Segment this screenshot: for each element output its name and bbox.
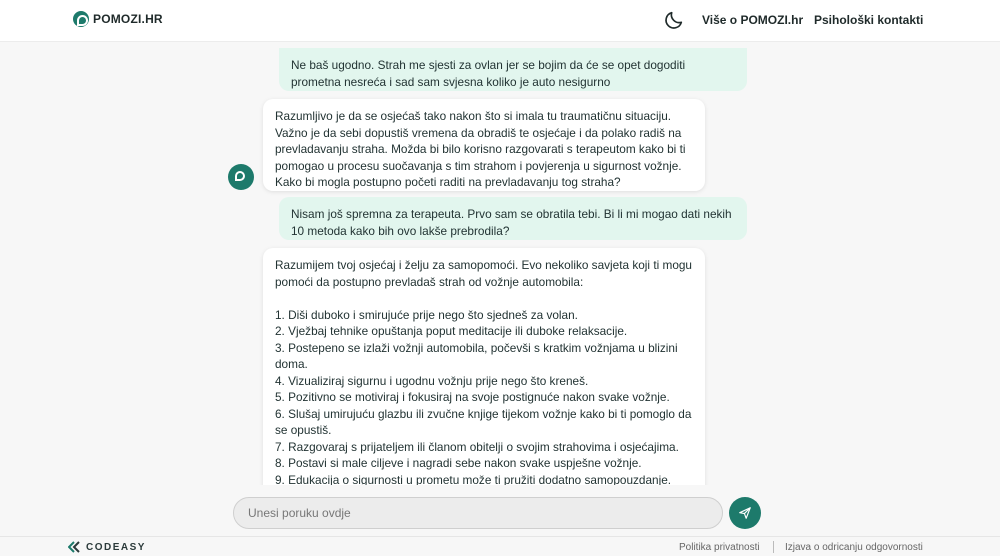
logo-text: POMOZI.HR [93,12,163,26]
nav-about-link[interactable]: Više o POMOZI.hr [702,13,804,27]
footer-bar [0,536,1000,556]
nav-contacts-link[interactable]: Psihološki kontakti [814,13,924,27]
message-text: Razumijem tvoj osjećaj i želju za samopomoći. Evo nekoliko savjeta koji ti mogu pomoći da postupno prevladaš strah od vožnje automobila: 1. Diši duboko i smirujuće prije nego što sjedneš za volan. 2. Vježbaj tehnike opuštanja poput meditacije ili duboke relaksacije. 3. Postepeno se izlaži vožnji automobila, počevši s kratkim vožnjama u blizini doma. 4. Vizualiziraj sigurnu i ugodnu vožnju prije nego što kreneš. 5. Pozitivno se motiviraj i fokusiraj na svoje postignuće nakon svake vožnje. 6. Slušaj umirujuću glazbu ili zvučne knjige tijekom vožnje kako bi ti pomoglo da se opustiš. 7. Razgovaraj s prijateljem ili članom obitelji o svojim strahovima i osjećajima. 8. Postavi si male ciljeve i nagradi sebe nakon svake uspješne vožnje. 9. Edukacija o sigurnosti u prometu može ti pružiti dodatno samopouzdanje. [275,258,692,485]
bot-message [263,248,705,485]
message-text: Razumljivo je da se osjećaš tako nakon što si imala tu traumatičnu situaciju. Važno je da sebi dopustiš vremena da obradiš te osjećaje i da polako radiš na prevladavanju straha. Možda bi bilo korisno razgovarati s terapeutom kako bi ti pomogao u procesu suočavanja s tim strahom i povjerenja u sigurnost vožnje. Kako bi mogla postupno početi raditi na prevladavanju tog straha? [275,109,686,189]
logo[interactable] [73,11,163,27]
message-input-wrapper [233,497,723,529]
message-input[interactable] [234,498,722,528]
privacy-policy-link[interactable]: Politika privatnosti [679,542,760,553]
send-icon [738,506,752,520]
message-text: Nisam još spremna za terapeuta. Prvo sam se obratila tebi. Bi li mi mogao dati nekih 10 metoda kako bih ovo lakše prebrodila? [291,207,732,238]
logo-icon [73,11,89,27]
bot-message [263,99,705,191]
codeasy-logo[interactable] [68,541,146,553]
user-message [279,48,747,91]
send-button[interactable] [729,497,761,529]
moon-icon[interactable] [663,9,685,31]
bot-avatar-icon [228,164,254,190]
user-message [279,197,747,240]
chat-area[interactable] [0,43,1000,485]
footer-divider [773,541,774,553]
disclaimer-link[interactable]: Izjava o odricanju odgovornosti [785,542,923,553]
codeasy-text: CODEASY [86,541,146,553]
codeasy-icon [68,541,82,553]
message-text: Ne baš ugodno. Strah me sjesti za ovlan jer se bojim da će se opet dogoditi prometna nesreća i sad sam svjesna koliko je auto nesigurno [291,58,686,89]
header-bar [0,0,1000,42]
